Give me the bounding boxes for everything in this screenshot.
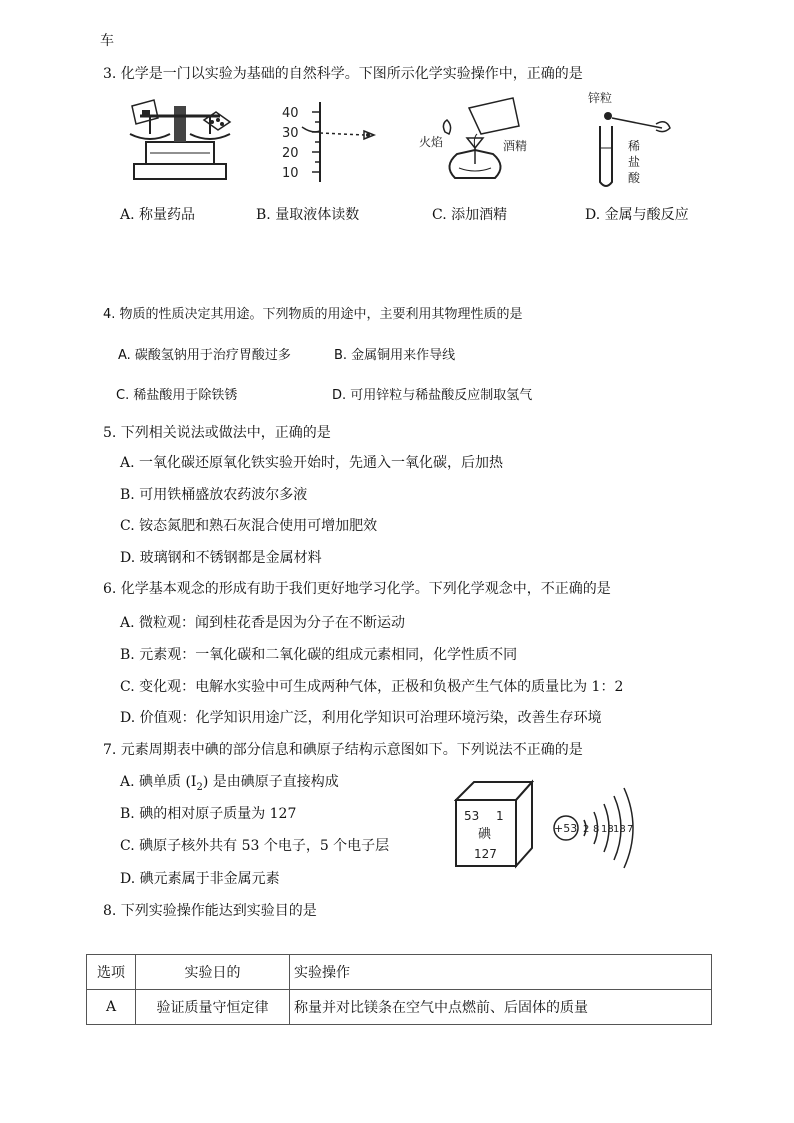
q6-option-c: C. 变化观：电解水实验中可生成两种气体，正极和负极产生气体的质量比为 1：2: [120, 679, 624, 695]
zinc-label: 锌粒: [588, 91, 613, 105]
q8-table: [86, 954, 712, 1025]
acid-label-3: 酸: [628, 171, 641, 185]
tick-10: 10: [282, 166, 299, 181]
q5-option-d: D. 玻璃钢和不锈钢都是金属材料: [120, 550, 322, 566]
q6-option-a: A. 微粒观：闻到桂花香是因为分子在不断运动: [120, 615, 406, 631]
atomic-mass: 127: [474, 847, 497, 861]
q6-stem: 6. 化学基本观念的形成有助于我们更好地学习化学。下列化学观念中，不正确的是: [103, 581, 611, 597]
acid-label-2: 盐: [628, 155, 641, 169]
iodine-atom-diagram: [552, 784, 652, 874]
shell-2: 8: [593, 824, 600, 835]
header-purpose: 实验日的: [136, 955, 290, 990]
q3-stem: 3. 化学是一门以实验为基础的自然科学。下图所示化学实验操作中，正确的是: [103, 66, 583, 82]
shell-4: 18: [613, 824, 626, 835]
q4-option-b: B. 金属铜用来作导线: [334, 348, 456, 363]
header-option: 选项: [87, 955, 136, 990]
balance-figure: [120, 92, 240, 187]
page-top-fragment: 车: [100, 33, 114, 49]
q4-option-d: D. 可用锌粒与稀盐酸反应制取氢气: [332, 388, 533, 403]
table-header-row: [87, 955, 712, 990]
q4-stem: 4. 物质的性质决定其用途。下列物质的用途中，主要利用其物理性质的是: [103, 307, 523, 322]
q5-option-b: B. 可用铁桶盛放农药波尔多液: [120, 487, 308, 503]
alcohol-label: 酒精: [503, 139, 528, 153]
shell-3: 18: [601, 824, 614, 835]
row-option: A: [87, 990, 136, 1025]
q7-option-b: B. 碘的相对原子质量为 127: [120, 806, 297, 822]
fire-label: 火焰: [419, 135, 444, 149]
q3-option-a: A. 称量药品: [120, 207, 196, 223]
shell-1: 2: [583, 824, 590, 835]
q5-option-a: A. 一氧化碳还原氧化铁实验开始时，先通入一氧化碳，后加热: [120, 455, 504, 471]
q6-option-b: B. 元素观：一氧化碳和二氧化碳的组成元素相同，化学性质不同: [120, 647, 518, 663]
shell-5: 7: [627, 824, 634, 835]
q6-option-d: D. 价值观：化学知识用途广泛，利用化学知识可治理环境污染，改善生存环境: [120, 710, 602, 726]
q5-option-c: C. 铵态氮肥和熟石灰混合使用可增加肥效: [120, 518, 378, 534]
q3-option-c: C. 添加酒精: [432, 207, 508, 223]
group-number: 1: [496, 809, 504, 823]
q5-stem: 5. 下列相关说法或做法中，正确的是: [103, 425, 331, 441]
q7-stem: 7. 元素周期表中碘的部分信息和碘原子结构示意图如下。下列说法不正确的是: [103, 742, 583, 758]
row-purpose: 验证质量守恒定律: [136, 990, 290, 1025]
q8-stem: 8. 下列实验操作能达到实验目的是: [103, 903, 317, 919]
nucleus-charge: +53: [554, 822, 578, 835]
tick-30: 30: [282, 126, 299, 141]
element-name: 碘: [478, 827, 492, 842]
q4-option-c: C. 稀盐酸用于除铁锈: [116, 388, 238, 403]
header-operation: 实验操作: [290, 955, 712, 990]
test-tube-figure: [586, 88, 686, 193]
tick-40: 40: [282, 106, 299, 121]
atomic-number: 53: [464, 809, 480, 823]
q7-option-c: C. 碘原子核外共有 53 个电子，5 个电子层: [120, 838, 390, 854]
tick-20: 20: [282, 146, 299, 161]
q7-option-d: D. 碘元素属于非金属元素: [120, 871, 280, 887]
q4-option-a: A. 碳酸氢钠用于治疗胃酸过多: [118, 348, 291, 363]
q3-option-d: D. 金属与酸反应: [585, 207, 689, 223]
alcohol-lamp-figure: [415, 88, 535, 188]
q7-option-a: A. 碘单质 $(I_2)$ 是由碘原子直接构成: [120, 774, 339, 793]
iodine-element-cell: [454, 778, 534, 870]
acid-label-1: 稀: [628, 139, 641, 153]
table-row: [87, 990, 712, 1025]
cylinder-figure: [282, 100, 382, 185]
row-operation: 称量并对比镁条在空气中点燃前、后固体的质量: [290, 990, 712, 1025]
q3-option-b: B. 量取液体读数: [256, 207, 360, 223]
